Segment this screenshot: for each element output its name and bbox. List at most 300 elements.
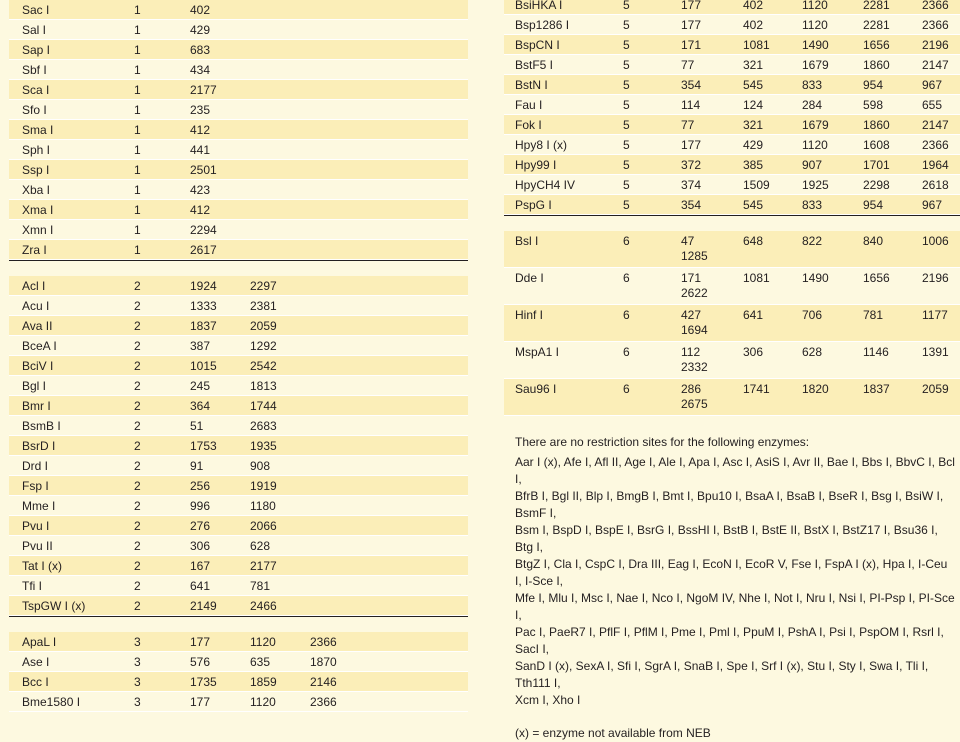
site-position: 1860 — [863, 118, 890, 132]
site-count: 5 — [623, 178, 630, 192]
site-position: 822 — [802, 234, 823, 248]
site-position: 1701 — [863, 158, 890, 172]
site-count: 2 — [134, 559, 141, 573]
table-row — [504, 231, 960, 268]
site-count: 5 — [623, 98, 630, 112]
enzyme-name: Sph I — [22, 143, 51, 157]
site-count: 6 — [623, 345, 630, 359]
notes-line: Pac I, PaeR7 I, PflF I, PflM I, Pme I, Pml I, PpuM I, PshA I, Psi I, PspOM I, Rsrl I, SacI I, — [515, 625, 944, 656]
enzyme-name: Sma I — [22, 123, 54, 137]
site-count: 2 — [134, 319, 141, 333]
site-position: 1333 — [190, 299, 217, 313]
site-position-value: 427 — [681, 308, 702, 322]
table-row — [9, 376, 468, 396]
table-row — [9, 652, 468, 672]
table-row — [9, 140, 468, 160]
enzyme-name: Sac I — [22, 3, 50, 17]
site-position: 1656 — [863, 271, 890, 285]
site-count: 6 — [623, 234, 630, 248]
enzyme-name: BsmB I — [22, 419, 61, 433]
site-position: 545 — [743, 78, 764, 92]
site-position: 1753 — [190, 439, 217, 453]
site-position: 77 — [681, 118, 695, 132]
site-position: 2147 — [922, 118, 949, 132]
site-position: 412 — [190, 123, 211, 137]
enzyme-name: BciV I — [22, 359, 54, 373]
enzyme-group — [9, 276, 468, 616]
site-position: 781 — [863, 308, 884, 322]
enzyme-name: Tat I (x) — [22, 559, 63, 573]
site-position: 77 — [681, 58, 695, 72]
site-position: 2381 — [250, 299, 277, 313]
table-row — [9, 496, 468, 516]
table-row — [504, 0, 960, 15]
site-position: 441 — [190, 143, 211, 157]
enzyme-name: Drd I — [22, 459, 49, 473]
site-count: 1 — [134, 203, 141, 217]
site-position: 1820 — [802, 382, 829, 396]
enzyme-name: Fau I — [515, 98, 543, 112]
site-position: 576 — [190, 655, 211, 669]
notes-line: BtgZ I, Cla I, CspC I, Dra III, Eag I, EcoN I, EcoR V, Fse I, FspA I (x), Hpa I, I-Ceu I, I-Sce I, — [515, 557, 948, 588]
enzyme-name: Hinf I — [515, 308, 544, 322]
enzyme-name: BstF5 I — [515, 58, 554, 72]
site-position: 171 — [681, 38, 702, 52]
table-row — [9, 20, 468, 40]
site-count: 1 — [134, 143, 141, 157]
site-count: 5 — [623, 118, 630, 132]
site-position: 1180 — [250, 499, 276, 513]
site-position: 167 — [190, 559, 211, 573]
site-position: 655 — [922, 98, 943, 112]
site-position: 1859 — [250, 675, 277, 689]
site-count: 1 — [134, 163, 141, 177]
site-position: 1177 — [922, 308, 948, 322]
site-position: 545 — [743, 198, 764, 212]
site-count: 2 — [134, 419, 141, 433]
enzyme-name: Acl I — [22, 279, 46, 293]
site-count: 5 — [623, 0, 630, 12]
site-count: 5 — [623, 158, 630, 172]
site-count: 2 — [134, 579, 141, 593]
table-row — [504, 75, 960, 95]
enzyme-name: BstN I — [515, 78, 548, 92]
site-position: 1935 — [250, 439, 277, 453]
site-position: 423 — [190, 183, 211, 197]
site-count: 3 — [134, 635, 141, 649]
enzyme-name: ApaL I — [22, 635, 57, 649]
site-position: 374 — [681, 178, 702, 192]
site-count: 3 — [134, 695, 141, 709]
table-row — [9, 0, 468, 20]
no-sites-notes — [504, 434, 960, 742]
table-row — [9, 100, 468, 120]
site-position: 321 — [743, 118, 764, 132]
site-position: 840 — [863, 234, 884, 248]
notes-line: Mfe I, Mlu I, Msc I, Nae I, Nco I, NgoM IV, Nhe I, Not I, Nru I, Nsi I, PI-Psp I, PI-Sce I, — [515, 591, 955, 622]
site-position: 2196 — [922, 271, 949, 285]
site-position: 1813 — [250, 379, 277, 393]
site-position: 1679 — [802, 58, 829, 72]
site-position: 1509 — [743, 178, 770, 192]
site-position: 284 — [802, 98, 823, 112]
site-count: 2 — [134, 439, 141, 453]
site-position: 429 — [743, 138, 764, 152]
site-value-continued: 2622 — [681, 286, 708, 300]
site-position: 1146 — [863, 345, 889, 359]
site-position: 1120 — [802, 18, 828, 32]
site-position: 908 — [250, 459, 271, 473]
enzyme-name: Ssp I — [22, 163, 50, 177]
site-position: 635 — [250, 655, 271, 669]
site-position: 1656 — [863, 38, 890, 52]
site-count: 2 — [134, 339, 141, 353]
enzyme-name: Mme I — [22, 499, 56, 513]
group-divider — [504, 215, 960, 231]
table-row — [504, 15, 960, 35]
table-row — [9, 240, 468, 260]
table-row — [9, 576, 468, 596]
table-row — [504, 268, 960, 305]
enzyme-group — [9, 0, 468, 260]
table-row — [9, 180, 468, 200]
enzyme-name: Fok I — [515, 118, 542, 132]
site-position: 245 — [190, 379, 211, 393]
site-position: 954 — [863, 198, 884, 212]
enzyme-name: PspG I — [515, 198, 552, 212]
site-position: 1860 — [863, 58, 890, 72]
site-position: 2466 — [250, 599, 277, 613]
site-value-continued: 1694 — [681, 323, 708, 337]
site-position: 402 — [190, 3, 211, 17]
table-row — [504, 175, 960, 195]
site-position: 114 — [681, 98, 701, 112]
site-count: 5 — [623, 38, 630, 52]
enzyme-name: Bsl I — [515, 234, 539, 248]
site-position: 1964 — [922, 158, 949, 172]
table-row — [9, 516, 468, 536]
site-position: 177 — [681, 138, 702, 152]
enzyme-name: Sca I — [22, 83, 50, 97]
notes-footnote: (x) = enzyme not available from NEB — [515, 726, 711, 740]
site-position: 2149 — [190, 599, 217, 613]
table-row — [9, 40, 468, 60]
site-position: 306 — [743, 345, 764, 359]
site-position: 1490 — [802, 38, 829, 52]
site-count: 2 — [134, 599, 141, 613]
site-position: 2683 — [250, 419, 277, 433]
site-position: 598 — [863, 98, 884, 112]
table-row — [9, 396, 468, 416]
site-position: 1292 — [250, 339, 277, 353]
site-count: 1 — [134, 23, 141, 37]
notes-line: BfrB I, Bgl II, Blp I, BmgB I, Bmt I, Bpu10 I, BsaA I, BsaB I, BseR I, Bsg I, BsiW I, BsmF I, — [515, 489, 944, 520]
site-count: 6 — [623, 271, 630, 285]
table-row — [9, 476, 468, 496]
site-position: 2177 — [250, 559, 277, 573]
enzyme-name: Ase I — [22, 655, 50, 669]
site-position: 2501 — [190, 163, 217, 177]
site-position: 321 — [743, 58, 764, 72]
site-position: 1744 — [250, 399, 277, 413]
enzyme-name: Xmn I — [22, 223, 54, 237]
site-position: 833 — [802, 78, 823, 92]
site-position: 954 — [863, 78, 884, 92]
site-position: 683 — [190, 43, 211, 57]
table-row — [9, 536, 468, 556]
site-position: 2066 — [250, 519, 277, 533]
enzyme-name: Ava II — [22, 319, 53, 333]
site-position: 1081 — [743, 38, 770, 52]
enzyme-name: TspGW I (x) — [22, 599, 86, 613]
site-count: 2 — [134, 459, 141, 473]
site-position: 641 — [190, 579, 211, 593]
site-position: 967 — [922, 198, 943, 212]
site-position: 434 — [190, 63, 211, 77]
site-count: 2 — [134, 519, 141, 533]
enzyme-name: Pvu I — [22, 519, 50, 533]
site-position: 833 — [802, 198, 823, 212]
site-position: 177 — [190, 695, 211, 709]
site-position: 996 — [190, 499, 211, 513]
enzyme-name: Bmr I — [22, 399, 51, 413]
site-position: 781 — [250, 579, 271, 593]
notes-heading: There are no restriction sites for the following enzymes: — [515, 435, 810, 449]
site-position: 1837 — [863, 382, 890, 396]
site-position: 2366 — [922, 138, 949, 152]
site-count: 2 — [134, 299, 141, 313]
site-position: 1120 — [250, 695, 276, 709]
site-position: 429 — [190, 23, 211, 37]
table-row — [9, 692, 468, 712]
table-row — [9, 276, 468, 296]
table-row — [504, 135, 960, 155]
site-position: 2366 — [922, 18, 949, 32]
site-count: 1 — [134, 123, 141, 137]
site-position: 1735 — [190, 675, 217, 689]
site-position: 1120 — [250, 635, 276, 649]
site-position: 1924 — [190, 279, 217, 293]
table-row — [504, 55, 960, 75]
site-count: 3 — [134, 675, 141, 689]
site-position: 2196 — [922, 38, 949, 52]
table-row — [9, 672, 468, 692]
enzyme-name: Bgl I — [22, 379, 47, 393]
site-position: 385 — [743, 158, 764, 172]
site-position: 364 — [190, 399, 211, 413]
site-position: 402 — [743, 0, 764, 12]
site-count: 2 — [134, 499, 141, 513]
table-row — [9, 436, 468, 456]
site-position: 2059 — [250, 319, 277, 333]
left-table-column — [9, 0, 468, 712]
site-position: 1391 — [922, 345, 949, 359]
site-position: 1608 — [863, 138, 890, 152]
table-row — [504, 342, 960, 379]
enzyme-name: Bcc I — [22, 675, 49, 689]
site-position: 235 — [190, 103, 211, 117]
site-position: 641 — [743, 308, 764, 322]
right-table-groups — [504, 0, 960, 416]
site-position — [681, 345, 708, 375]
site-position: 276 — [190, 519, 211, 533]
site-position: 1015 — [190, 359, 217, 373]
site-position: 354 — [681, 198, 702, 212]
enzyme-name: Sal I — [22, 23, 47, 37]
site-count: 5 — [623, 138, 630, 152]
table-row — [9, 356, 468, 376]
enzyme-name: Hpy99 I — [515, 158, 557, 172]
site-position — [681, 271, 708, 301]
site-position: 2177 — [190, 83, 217, 97]
site-position: 387 — [190, 339, 211, 353]
site-count: 2 — [134, 359, 141, 373]
site-value-continued: 2332 — [681, 360, 708, 374]
table-row — [9, 416, 468, 436]
site-position: 2146 — [310, 675, 337, 689]
site-count: 2 — [134, 399, 141, 413]
site-position: 256 — [190, 479, 211, 493]
site-position: 628 — [802, 345, 823, 359]
site-position: 2542 — [250, 359, 277, 373]
table-row — [9, 220, 468, 240]
site-position-value: 47 — [681, 234, 695, 248]
enzyme-name: BsiHKA I — [515, 0, 563, 12]
site-position: 177 — [681, 18, 702, 32]
table-row — [504, 95, 960, 115]
site-position: 2366 — [310, 695, 337, 709]
site-position: 1925 — [802, 178, 829, 192]
site-count: 1 — [134, 83, 141, 97]
notes-line: SanD I (x), SexA I, Sfi I, SgrA I, SnaB I, Spe I, Srf I (x), Stu I, Sty I, Swa I, Tli I, Tth111 I, — [515, 659, 929, 690]
site-position — [681, 308, 708, 338]
site-position: 1919 — [250, 479, 277, 493]
site-position: 2617 — [190, 243, 217, 257]
enzyme-name: HpyCH4 IV — [515, 178, 576, 192]
site-count: 1 — [134, 223, 141, 237]
enzyme-name: Hpy8 I (x) — [515, 138, 568, 152]
site-position: 306 — [190, 539, 211, 553]
site-count: 6 — [623, 382, 630, 396]
table-row — [9, 632, 468, 652]
table-row — [9, 596, 468, 616]
site-position: 51 — [190, 419, 204, 433]
site-count: 1 — [134, 103, 141, 117]
enzyme-name: BspCN I — [515, 38, 560, 52]
site-position: 354 — [681, 78, 702, 92]
notes-line: Aar I (x), Afe I, Afl II, Age I, Ale I, Apa I, Asc I, AsiS I, Avr II, Bae I, Bbs I, BbvC I, Bcl I, — [515, 455, 955, 486]
site-count: 2 — [134, 539, 141, 553]
site-position: 1837 — [190, 319, 217, 333]
site-position — [681, 234, 708, 264]
site-position — [681, 382, 708, 412]
enzyme-group — [504, 0, 960, 215]
site-position: 1679 — [802, 118, 829, 132]
site-position: 372 — [681, 158, 702, 172]
site-position: 648 — [743, 234, 764, 248]
site-position: 2366 — [310, 635, 337, 649]
table-row — [9, 120, 468, 140]
site-count: 6 — [623, 308, 630, 322]
site-position: 1120 — [802, 138, 828, 152]
site-position: 412 — [190, 203, 211, 217]
table-row — [9, 80, 468, 100]
site-count: 1 — [134, 183, 141, 197]
table-row — [9, 456, 468, 476]
enzyme-name: Xma I — [22, 203, 54, 217]
site-count: 3 — [134, 655, 141, 669]
enzyme-name: Sfo I — [22, 103, 47, 117]
site-count: 2 — [134, 479, 141, 493]
table-row — [504, 35, 960, 55]
table-row — [504, 305, 960, 342]
enzyme-name: Sap I — [22, 43, 51, 57]
site-position-value: 286 — [681, 382, 702, 396]
enzyme-name: Xba I — [22, 183, 51, 197]
table-row — [9, 556, 468, 576]
site-position: 1490 — [802, 271, 829, 285]
enzyme-name: MspA1 I — [515, 345, 560, 359]
site-position: 177 — [190, 635, 211, 649]
site-position: 1120 — [802, 0, 828, 12]
site-position: 967 — [922, 78, 943, 92]
enzyme-name: Acu I — [22, 299, 50, 313]
site-position: 2297 — [250, 279, 277, 293]
enzyme-name: BsrD I — [22, 439, 56, 453]
site-position: 1870 — [310, 655, 337, 669]
enzyme-name: Sbf I — [22, 63, 47, 77]
site-position-value: 112 — [681, 345, 701, 359]
site-position-value: 171 — [681, 271, 702, 285]
site-value-continued: 2675 — [681, 397, 708, 411]
site-count: 5 — [623, 58, 630, 72]
site-position: 2618 — [922, 178, 949, 192]
table-row — [9, 296, 468, 316]
table-row — [9, 316, 468, 336]
site-count: 2 — [134, 279, 141, 293]
notes-line: Bsm I, BspD I, BspE I, BsrG I, BssHI I, BstB I, BstE II, BstX I, BstZ17 I, Bsu36 I, Btg I, — [515, 523, 938, 554]
site-position: 2281 — [863, 18, 890, 32]
site-position: 706 — [802, 308, 823, 322]
table-row — [504, 379, 960, 416]
site-position: 1006 — [922, 234, 949, 248]
site-position: 2294 — [190, 223, 217, 237]
enzyme-name: Bme1580 I — [22, 695, 81, 709]
site-position: 2366 — [922, 0, 949, 12]
table-row — [9, 60, 468, 80]
table-row — [9, 200, 468, 220]
site-position: 2147 — [922, 58, 949, 72]
enzyme-group — [9, 632, 468, 712]
site-value-continued: 1285 — [681, 249, 708, 263]
site-count: 5 — [623, 18, 630, 32]
site-count: 5 — [623, 78, 630, 92]
site-position: 1081 — [743, 271, 770, 285]
notes-enzyme-list — [515, 454, 955, 709]
table-row — [504, 195, 960, 215]
site-count: 1 — [134, 3, 141, 17]
site-position: 91 — [190, 459, 204, 473]
enzyme-name: BceA I — [22, 339, 57, 353]
site-position: 402 — [743, 18, 764, 32]
table-row — [9, 336, 468, 356]
site-position: 907 — [802, 158, 823, 172]
site-count: 5 — [623, 198, 630, 212]
site-count: 1 — [134, 243, 141, 257]
site-position: 2298 — [863, 178, 890, 192]
group-divider — [9, 260, 468, 276]
enzyme-name: Tfi I — [22, 579, 42, 593]
